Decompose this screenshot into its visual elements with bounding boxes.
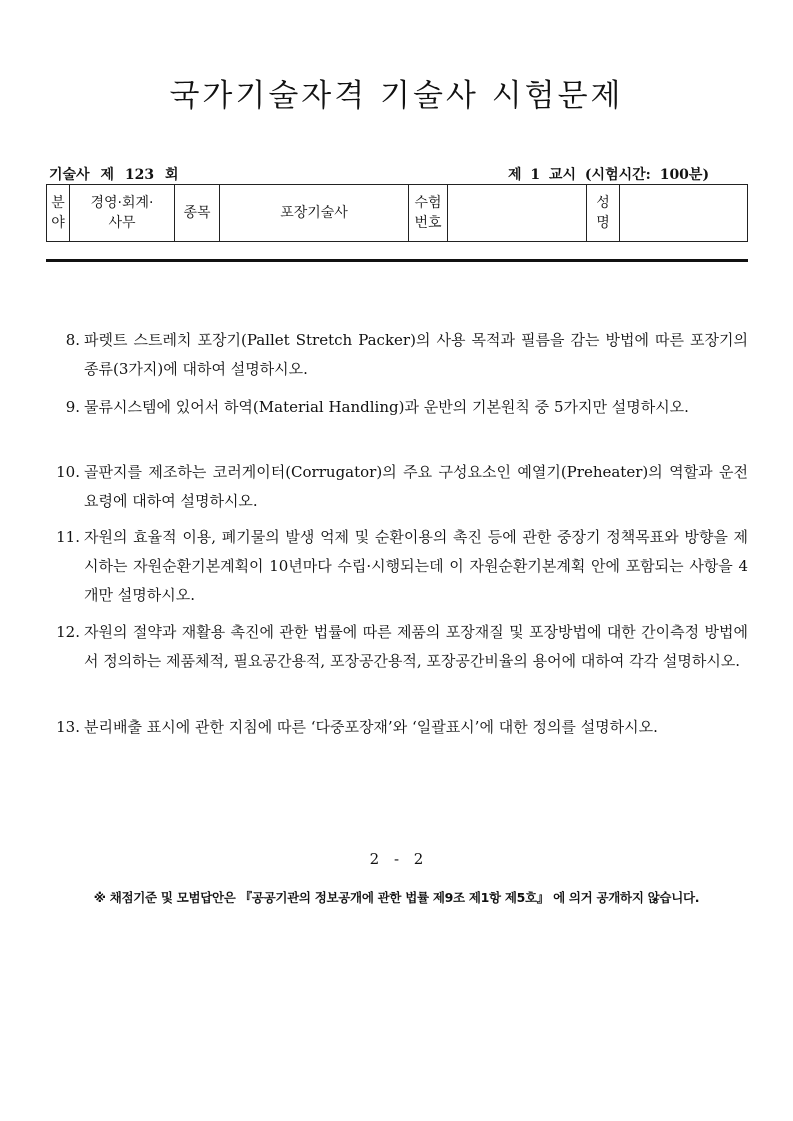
question-text: 자원의 절약과 재활용 촉진에 관한 법률에 따른 제품의 포장재질 및 포장방법에 대한 간이측정 방법에서 정의하는 제품체적, 필요공간용적, 포장공간용적, 포장공간비율의 용어에 대하여 각각 설명하시오. — [84, 623, 748, 670]
question-item — [46, 326, 748, 384]
question-text: 파렛트 스트레치 포장기(Pallet Stretch Packer)의 사용 목적과 필름을 감는 방법에 따른 포장기의 종류(3가지)에 대하여 설명하시오. — [84, 331, 748, 378]
question-number: 10. — [56, 463, 80, 481]
question-text: 물류시스템에 있어서 하역(Material Handling)과 운반의 기본원칙 중 5가지만 설명하시오. — [84, 398, 689, 416]
question-item — [46, 393, 748, 422]
exam-period: 제 1 교시 (시험시간: 100분) — [508, 167, 710, 183]
header-divider — [46, 259, 748, 262]
exam-info-table — [46, 184, 748, 242]
question-text: 분리배출 표시에 관한 지침에 따른 ‘다중포장재’와 ‘일괄표시’에 대한 정의를 설명하시오. — [84, 718, 658, 736]
question-number: 11. — [56, 528, 80, 546]
exam-number-label: 수험 번호 — [409, 185, 448, 242]
exam-session: 기술사 제 123 회 — [49, 167, 179, 183]
name-label: 성 명 — [587, 185, 620, 242]
question-number: 12. — [56, 623, 80, 641]
question-text: 골판지를 제조하는 코러게이터(Corrugator)의 주요 구성요소인 예열기(Preheater)의 역할과 운전요령에 대하여 설명하시오. — [84, 463, 748, 510]
question-item — [46, 458, 748, 516]
question-text: 자원의 효율적 이용, 폐기물의 발생 억제 및 순환이용의 촉진 등에 관한 중장기 정책목표와 방향을 제시하는 자원순환기본계획이 10년마다 수립·시행되는데 이 자원순환기본계획 안에 포함되는 사항을 4개만 설명하시오. — [84, 528, 748, 604]
name-field[interactable] — [620, 185, 748, 242]
page-number: 2 - 2 — [369, 850, 424, 868]
exam-number-field[interactable] — [448, 185, 587, 242]
exam-title: 국가기술자격 기술사 시험문제 — [169, 78, 624, 114]
item-label: 종목 — [175, 185, 220, 242]
question-item — [46, 523, 748, 610]
question-number: 13. — [56, 718, 80, 736]
field-value: 경영·회계· 사무 — [70, 185, 175, 242]
question-item — [46, 618, 748, 676]
footer-notice: ※ 채점기준 및 모범답안은 『공공기관의 정보공개에 관한 법률 제9조 제1항 제5호』 에 의거 공개하지 않습니다. — [93, 890, 700, 905]
field-label: 분 야 — [47, 185, 70, 242]
question-number: 8. — [65, 331, 80, 349]
question-item — [46, 713, 748, 742]
item-value: 포장기술사 — [220, 185, 409, 242]
question-number: 9. — [65, 398, 80, 416]
